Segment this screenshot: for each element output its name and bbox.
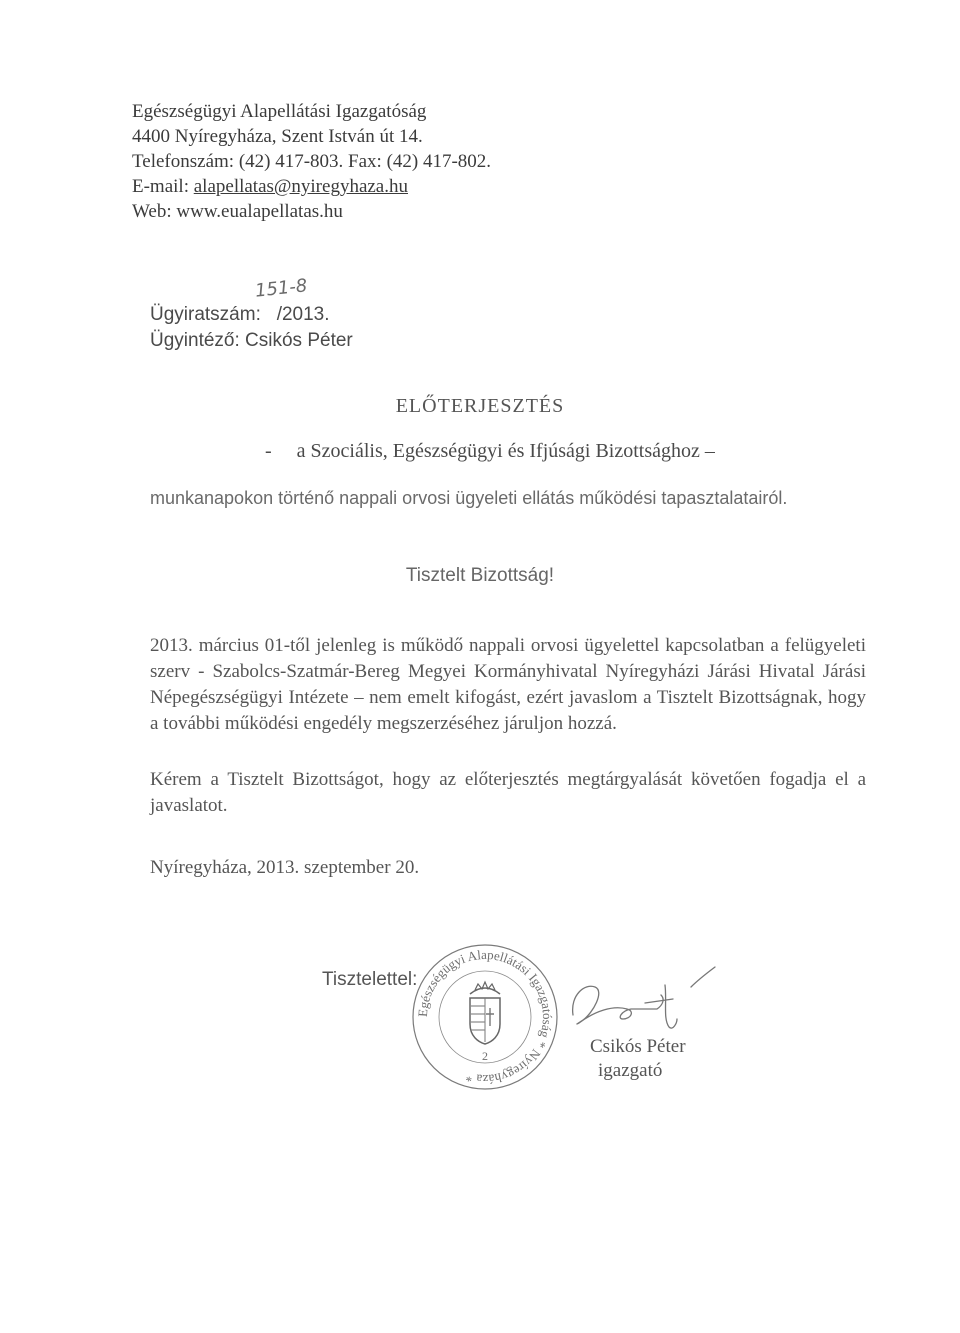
case-officer: Ügyintéző: Csikós Péter [150,330,353,351]
org-name: Egészségügyi Alapellátási Igazgatóság [132,101,427,122]
stamp-number: 2 [482,1049,488,1063]
salutation: Tisztelt Bizottság! [405,565,555,586]
place-date: Nyíregyháza, 2013. szeptember 20. [150,857,420,878]
signer-title: igazgató [598,1060,663,1081]
org-web: Web: www.eualapellatas.hu [132,201,343,222]
handwritten-file-number: 151-8 [254,275,309,302]
handwritten-signature [565,965,725,1045]
stamp-ring-text: Egészségügyi Alapellátási Igazgatóság * Nyíregyháza * [414,946,556,1088]
body-paragraph-1: 2013. március 01-től jelenleg is működő nappali orvosi ügyelettel kapcsolatban a felügyeleti szerv - Szabolcs-Szatmár-Bereg Megyei Kormányhivatal Nyíregyházi Járási Hivatal Járási Népegészségügyi Intézete – nem emelt kifogást, ezért javaslom a Tisztelt Bizottságnak, hogy a további működési engedély megszerzéséhez járuljon hozzá. [150,635,866,734]
email-link[interactable]: alapellatas@nyiregyhaza.hu [193,176,408,197]
email-label: E-mail: [132,176,194,197]
signer-name: Csikós Péter [590,1036,686,1057]
org-email-line [132,174,491,199]
subject-line: munkanapokon történő nappali orvosi ügyeleti ellátás működési tapasztalatairól. [150,488,788,508]
letterhead [132,99,491,224]
file-number: Ügyiratszám: /2013. [150,304,330,325]
file-meta [150,302,353,354]
closing: Tisztelettel: [322,969,418,990]
addressee: - a Szociális, Egészségügyi és Ifjúsági Bizottsághoz – [265,440,715,462]
body-paragraph-2: Kérem a Tisztelt Bizottságot, hogy az előterjesztés megtárgyalását követően fogadja el a javaslatot. [150,769,866,816]
document-title: ELŐTERJESZTÉS [395,395,565,417]
org-address: 4400 Nyíregyháza, Szent István út 14. [132,126,423,147]
coat-of-arms-icon [470,982,500,1044]
official-stamp [410,942,560,1092]
org-phone-fax: Telefonszám: (42) 417-803. Fax: (42) 417-802. [132,151,492,172]
